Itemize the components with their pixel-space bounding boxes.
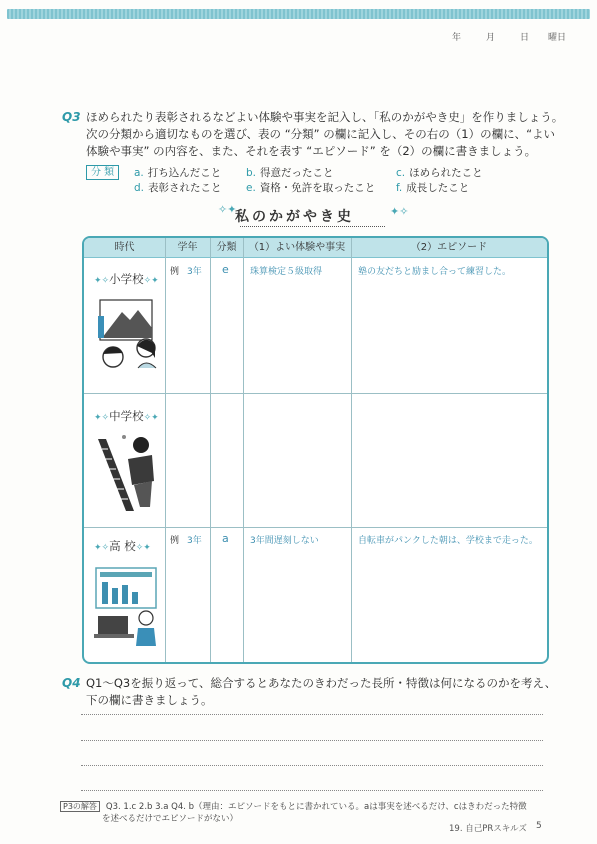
writing-line <box>81 765 543 766</box>
q4-text <box>86 675 556 709</box>
header-experience: （1）よい体験や事実 <box>248 242 346 253</box>
row1-example-label: 例 <box>170 267 180 277</box>
header-year: 学年 <box>177 242 198 253</box>
header-category: 分類 <box>216 242 237 253</box>
high-school-illustration <box>94 566 159 646</box>
q3-label: Q3 <box>62 110 81 124</box>
top-decorative-bar <box>7 9 590 19</box>
junior-high-illustration <box>96 431 161 513</box>
era-high-school: ✦✧高 校✧✦ <box>94 539 151 553</box>
row1-year: 3年 <box>187 267 202 277</box>
row3-episode: 自転車がパンクした朝は、学校まで走った。 <box>358 536 538 546</box>
date-weekday: 曜日 <box>548 33 567 43</box>
row3-year: 3年 <box>187 536 202 546</box>
row3-example-label: 例 <box>170 536 180 546</box>
row1-episode: 塾の友だちと励まし合って練習した。 <box>358 267 512 277</box>
row3-experience: 3年間遅刻しない <box>250 536 319 546</box>
era-junior-high: ✦✧中学校✧✦ <box>94 409 159 423</box>
category-item: b. 得意だったこと <box>246 167 334 179</box>
row1-experience: 珠算検定５級取得 <box>250 267 323 277</box>
chapter-footer: 19. 自己PRスキルズ <box>449 824 527 834</box>
answer-label: P3の解答 <box>60 801 100 812</box>
row1-category: e <box>222 263 229 276</box>
date-month: 月 <box>486 33 496 43</box>
category-item: c. ほめられたこと <box>396 167 483 179</box>
page-number: 5 <box>536 821 542 831</box>
sparkle-icon: ✧✦ <box>218 203 237 216</box>
category-item: e. 資格・免許を取ったこと <box>246 182 376 194</box>
table-header <box>84 238 547 258</box>
date-day: 日 <box>520 33 530 43</box>
sparkle-icon: ✦✧ <box>390 205 409 218</box>
q3-line1: ほめられたり表彰されるなどよい体験や事実を記入し、「私のかがやき史」を作りましょう。 <box>86 110 564 124</box>
category-item: d. 表彰されたこと <box>134 182 222 194</box>
row3-category: a <box>222 532 229 545</box>
answer-line2: を述べるだけでエピソードがない） <box>102 814 239 824</box>
category-item: a. 打ち込んだこと <box>134 167 222 179</box>
history-title: 私のかがやき史 <box>235 209 354 225</box>
q4-label: Q4 <box>62 676 81 690</box>
category-item: f. 成長したこと <box>396 182 470 194</box>
q4-line2: 下の欄に書きましょう。 <box>86 693 213 707</box>
elementary-illustration <box>94 298 159 373</box>
era-elementary: ✦✧小学校✧✦ <box>94 272 159 286</box>
header-era: 時代 <box>114 242 135 253</box>
title-underline <box>240 226 385 227</box>
q3-line2: 次の分類から適切なものを選び、表の “分類” の欄に記入し、その右の（1）の欄に、“よい <box>86 127 556 141</box>
category-list <box>81 165 561 195</box>
writing-line <box>81 790 543 791</box>
answer-line1: Q3. 1.c 2.b 3.a Q4. b（理由：エピソードをもとに書かれている。aは事実を述べるだけ、cはきわだった特徴 <box>105 802 527 812</box>
history-table <box>82 236 549 664</box>
q4-line1: Q1～Q3を振り返って、総合するとあなたのきわだった長所・特徴は何になるのかを考え、 <box>86 676 557 690</box>
header-episode: （2）エピソード <box>410 242 488 253</box>
category-label: 分 類 <box>86 165 119 180</box>
writing-line <box>81 740 543 741</box>
date-year: 年 <box>452 33 462 43</box>
writing-line <box>81 714 543 715</box>
q3-line3: 体験や事実” の内容を、また、それを表す “エピソード” を（2）の欄に書きましょう。 <box>86 144 537 158</box>
